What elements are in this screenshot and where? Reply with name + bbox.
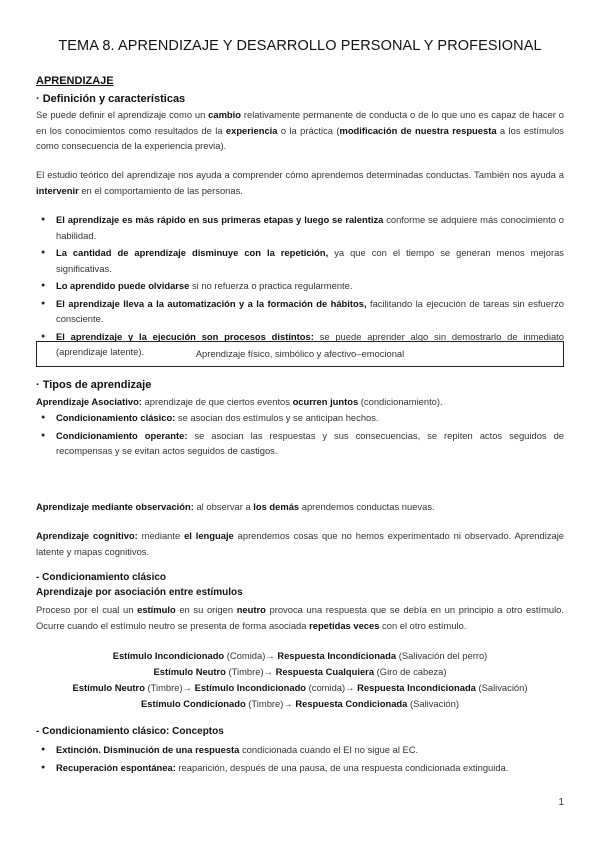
characteristics-list <box>36 212 564 362</box>
list-item: ● El aprendizaje lleva a la automatización y a la formación de hábitos, facilitando la ejecución de tareas sin esfuerzo consciente. <box>36 296 564 327</box>
concepts-heading: - Condicionamiento clásico: Conceptos <box>36 726 224 737</box>
scheme-line-2: Estímulo Neutro (Timbre)→ Respuesta Cualquiera (Giro de cabeza) <box>153 666 447 677</box>
list-item: ● Condicionamiento clásico: se asocian dos estímulos y se anticipan hechos. <box>36 410 564 426</box>
list-item: ● El aprendizaje y la ejecución son procesos distintos: se puede aprender algo sin demostrarlo de inmediato (aprendizaje latente). <box>36 329 564 360</box>
page-title: TEMA 8. APRENDIZAJE Y DESARROLLO PERSONAL Y PROFESIONAL <box>58 38 542 54</box>
associative-list <box>36 410 564 461</box>
classic-paragraph: Proceso por el cual un estímulo en su origen neutro provoca una respuesta que se debía en un principio a otro estímulo. Ocurre cuando el estímulo neutro se presenta de forma asociada repetidas veces con el otro estímulo. <box>36 604 565 631</box>
scheme-line-4: Estímulo Condicionado (Timbre)→ Respuesta Condicionada (Salivación) <box>141 698 459 709</box>
concepts-list <box>36 742 564 777</box>
scheme-line-1: Estímulo Incondicionado (Comida)→ Respuesta Incondicionada (Salivación del perro) <box>112 650 488 661</box>
types-heading: · Tipos de aprendizaje <box>36 379 152 391</box>
classic-subheading: Aprendizaje por asociación entre estímulos <box>36 587 243 598</box>
cognitive-paragraph: Aprendizaje cognitivo: mediante el lenguaje aprendemos cosas que no hemos experimentado ni observado. Aprendizaje latente y mapas cognitivos. <box>36 530 564 557</box>
list-item: ● Extinción. Disminución de una respuesta condicionada cuando el EI no sigue al EC. <box>36 742 564 758</box>
scheme-line-3: Estímulo Neutro (Timbre)→ Estímulo Incondicionado (comida)→ Respuesta Incondicionada (Salivación) <box>72 682 528 693</box>
associative-paragraph: Aprendizaje Asociativo: aprendizaje de que ciertos eventos ocurren juntos (condicionamiento). <box>36 396 443 407</box>
list-item: ● Condicionamiento operante: se asocian las respuestas y sus consecuencias, se repiten actos seguidos de recompensas y se evitan actos seguidos de castigos. <box>36 428 564 459</box>
classic-heading: - Condicionamiento clásico <box>36 572 167 583</box>
list-item: ● El aprendizaje es más rápido en sus primeras etapas y luego se ralentiza conforme se adquiere más conocimiento o habilidad. <box>36 212 564 243</box>
definition-paragraph: Se puede definir el aprendizaje como un cambio relativamente permanente de conducta o de lo que uno es capaz de hacer o en los conocimientos como resultados de la experiencia o la práctica (modificación de nuestra respuesta a los estímulos como consecuencia de la experiencia previa). <box>36 109 564 151</box>
study-paragraph: El estudio teórico del aprendizaje nos ayuda a comprender cómo aprendemos determinadas conductas. También nos ayuda a intervenir en el comportamiento de las personas. <box>36 169 564 196</box>
section-heading: APRENDIZAJE <box>36 75 114 87</box>
list-item: ● Recuperación espontánea: reaparición, después de una pausa, de una respuesta condicionada extinguida. <box>36 760 564 776</box>
list-item: ● La cantidad de aprendizaje disminuye con la repetición, ya que con el tiempo se generan menos mejoras significativas. <box>36 245 564 276</box>
boxed-summary: Aprendizaje físico, simbólico y afectivo–emocional <box>36 341 564 367</box>
observation-paragraph: Aprendizaje mediante observación: al observar a los demás aprendemos conductas nuevas. <box>36 501 435 512</box>
list-item: ● Lo aprendido puede olvidarse si no refuerza o practica regularmente. <box>36 278 564 294</box>
page-number: 1 <box>558 797 564 808</box>
definition-heading: · Definición y características <box>36 93 186 105</box>
